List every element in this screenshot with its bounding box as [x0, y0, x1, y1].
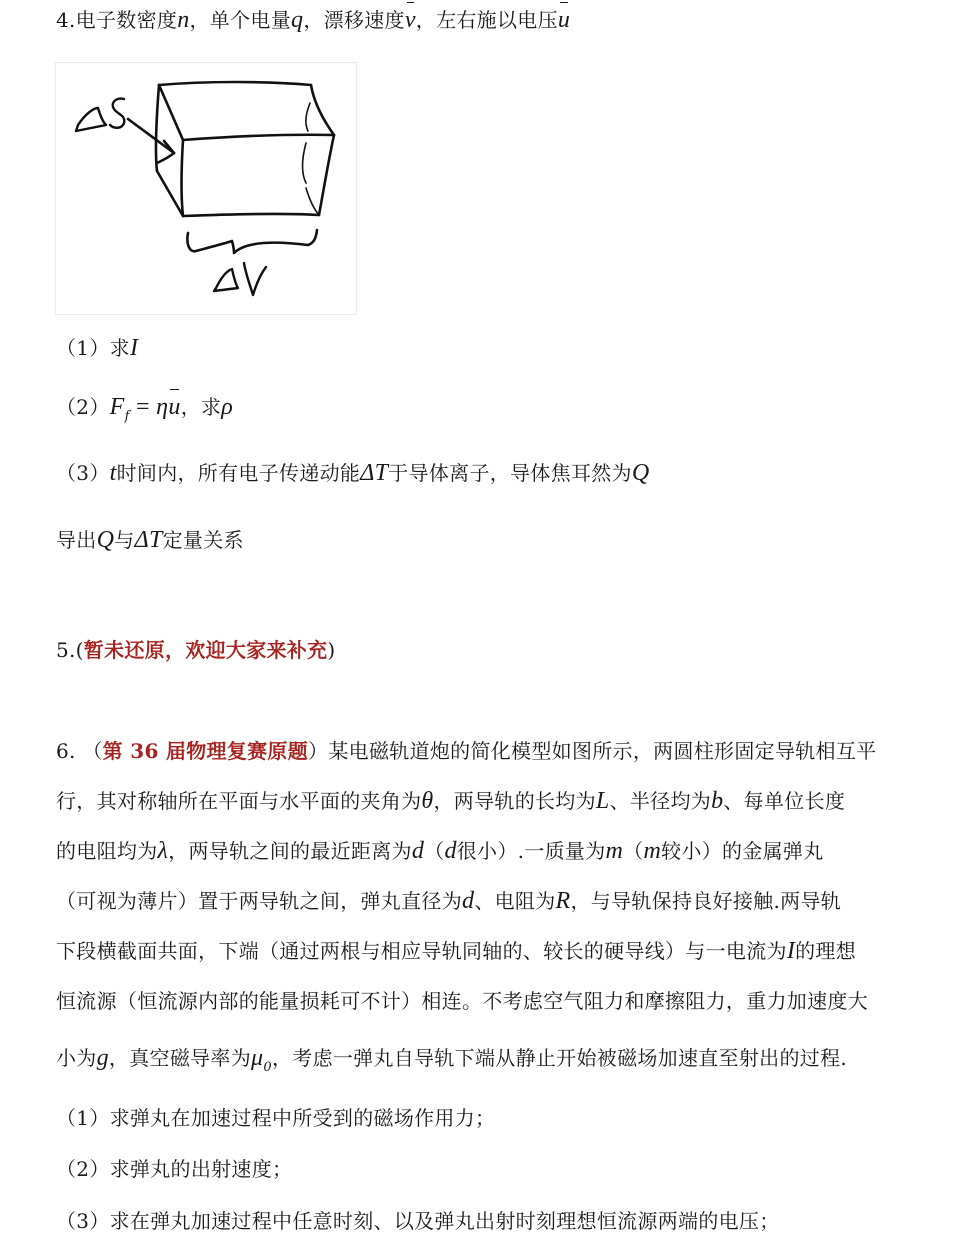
var-R: R [555, 888, 571, 914]
q6-part2 [56, 1155, 292, 1183]
q6-line6 [56, 987, 868, 1015]
q6-part2-label: （2） [56, 1157, 110, 1181]
q6-open-paren: （ [82, 739, 103, 763]
q4-sep3: ，左右施以电压 [415, 8, 558, 32]
q4-part2-text: ，求 [180, 395, 222, 419]
q6-line5 [56, 937, 856, 965]
q6-text: 下段横截面共面，下端（通过两根与相应导轨同轴的、较长的硬导线）与一电流为 [56, 939, 787, 963]
var-I: I [129, 335, 139, 361]
var-q: q [291, 7, 304, 33]
q4-part3-text2: 于导体离子，导体焦耳然为 [388, 461, 632, 485]
var-u-bar: u [557, 7, 571, 33]
q6-line2 [56, 787, 845, 815]
equals-sign: = [129, 394, 157, 420]
q6-part1-text: 求弹丸在加速过程中所受到的磁场作用力； [109, 1106, 496, 1130]
q6-part1 [56, 1104, 495, 1132]
var-d: d [462, 888, 475, 914]
conductor-diagram [55, 62, 357, 315]
var-mu: μ [251, 1045, 264, 1071]
q6-text: 恒流源（恒流源内部的能量损耗可不计）相连。不考虑空气阻力和摩擦阻力，重力加速度大 [56, 989, 868, 1013]
sub-f: f [124, 409, 130, 424]
mu-subscript: 0 [263, 1060, 272, 1075]
q6-text: 的理想 [795, 939, 857, 963]
delta-T: ΔT [134, 527, 163, 553]
q6-text: 、电阻为 [474, 889, 556, 913]
var-m: m [605, 838, 624, 864]
q5-placeholder-text: 暂未还原，欢迎大家来补充 [83, 638, 328, 662]
q6-text: ，与导轨保持良好接触.两导轨 [570, 889, 842, 913]
var-v-bar: v [404, 7, 416, 33]
q6-line7 [56, 1044, 847, 1082]
q6-text: 行，其对称轴所在平面与水平面的夹角为 [56, 789, 422, 813]
q6-number: 6. [56, 739, 76, 763]
q4-part3 [56, 459, 650, 487]
var-theta: θ [421, 788, 434, 814]
q6-text: （ [623, 839, 644, 863]
q4-part3-line2 [56, 526, 244, 554]
q6-text: 某电磁轨道炮的简化模型如图所示，两圆柱形固定导轨相互平 [328, 739, 877, 763]
q6-part3-text: 求在弹丸加速过程中任意时刻、以及弹丸出射时刻理想恒流源两端的电压； [109, 1209, 780, 1233]
q6-text: ，两导轨之间的最近距离为 [168, 839, 412, 863]
q6-source: 第 36 届物理复赛原题 [102, 739, 309, 763]
q4-header [56, 6, 570, 34]
q4-part3-text1: 时间内，所有电子传递动能 [116, 461, 361, 485]
q6-text: ，真空磁导率为 [108, 1046, 252, 1070]
var-Q: Q [631, 460, 650, 486]
q6-text: 较小）的金属弹丸 [661, 839, 824, 863]
q4-sep2: ，漂移速度 [303, 8, 405, 32]
conductor-box-sketch-icon [56, 63, 356, 314]
q6-line3 [56, 837, 824, 865]
q6-part2-text: 求弹丸的出射速度； [109, 1157, 293, 1181]
q6-text: 小为 [56, 1046, 97, 1070]
var-m: m [643, 838, 662, 864]
q5-close: ) [327, 638, 336, 662]
var-g: g [96, 1045, 109, 1071]
q6-text: 很小）.一质量为 [456, 839, 606, 863]
q4-part1-label: （1） [56, 336, 110, 360]
q6-line4 [56, 887, 841, 915]
var-rho: ρ [221, 394, 234, 420]
q4-part1 [56, 334, 138, 362]
q6-text: 的电阻均为 [56, 839, 158, 863]
q4-part3-line2-text1: 导出 [56, 528, 97, 552]
q4-sep1: ，单个电量 [189, 8, 291, 32]
q4-part3-line2-text3: 定量关系 [162, 528, 244, 552]
q4-part2-label: （2） [56, 395, 110, 419]
var-F: F [109, 394, 125, 420]
q6-part3 [56, 1207, 780, 1235]
q5-number: 5.( [56, 638, 84, 662]
var-I: I [786, 938, 796, 964]
var-t: t [109, 460, 117, 486]
q6-close-paren: ） [308, 739, 329, 763]
q4-header-prefix: 4.电子数密度 [56, 8, 178, 32]
var-u-bar: u [168, 394, 181, 420]
var-d: d [411, 838, 425, 864]
q6-text: （ [424, 839, 445, 863]
var-d: d [444, 838, 457, 864]
q6-part3-label: （3） [56, 1209, 110, 1233]
delta-T: ΔT [360, 460, 389, 486]
var-eta: η [156, 394, 169, 420]
q4-part3-line2-text2: 与 [114, 528, 135, 552]
q6-text: （可视为薄片）置于两导轨之间，弹丸直径为 [56, 889, 462, 913]
var-L: L [595, 788, 610, 814]
q6-text: ，两导轨的长均为 [433, 789, 596, 813]
q5 [56, 636, 336, 664]
q6-part1-label: （1） [56, 1106, 110, 1130]
q6-line1 [56, 737, 876, 765]
var-lambda: λ [157, 838, 169, 864]
var-Q: Q [96, 527, 115, 553]
var-n: n [177, 7, 190, 33]
q4-part1-text: 求 [109, 336, 130, 360]
q4-part2 [56, 393, 233, 431]
q6-text: ，考虑一弹丸自导轨下端从静止开始被磁场加速直至射出的过程. [271, 1046, 848, 1070]
var-b: b [711, 788, 724, 814]
q6-text: 、每单位长度 [723, 789, 846, 813]
q4-part3-label: （3） [56, 461, 110, 485]
q6-text: 、半径均为 [609, 789, 712, 813]
